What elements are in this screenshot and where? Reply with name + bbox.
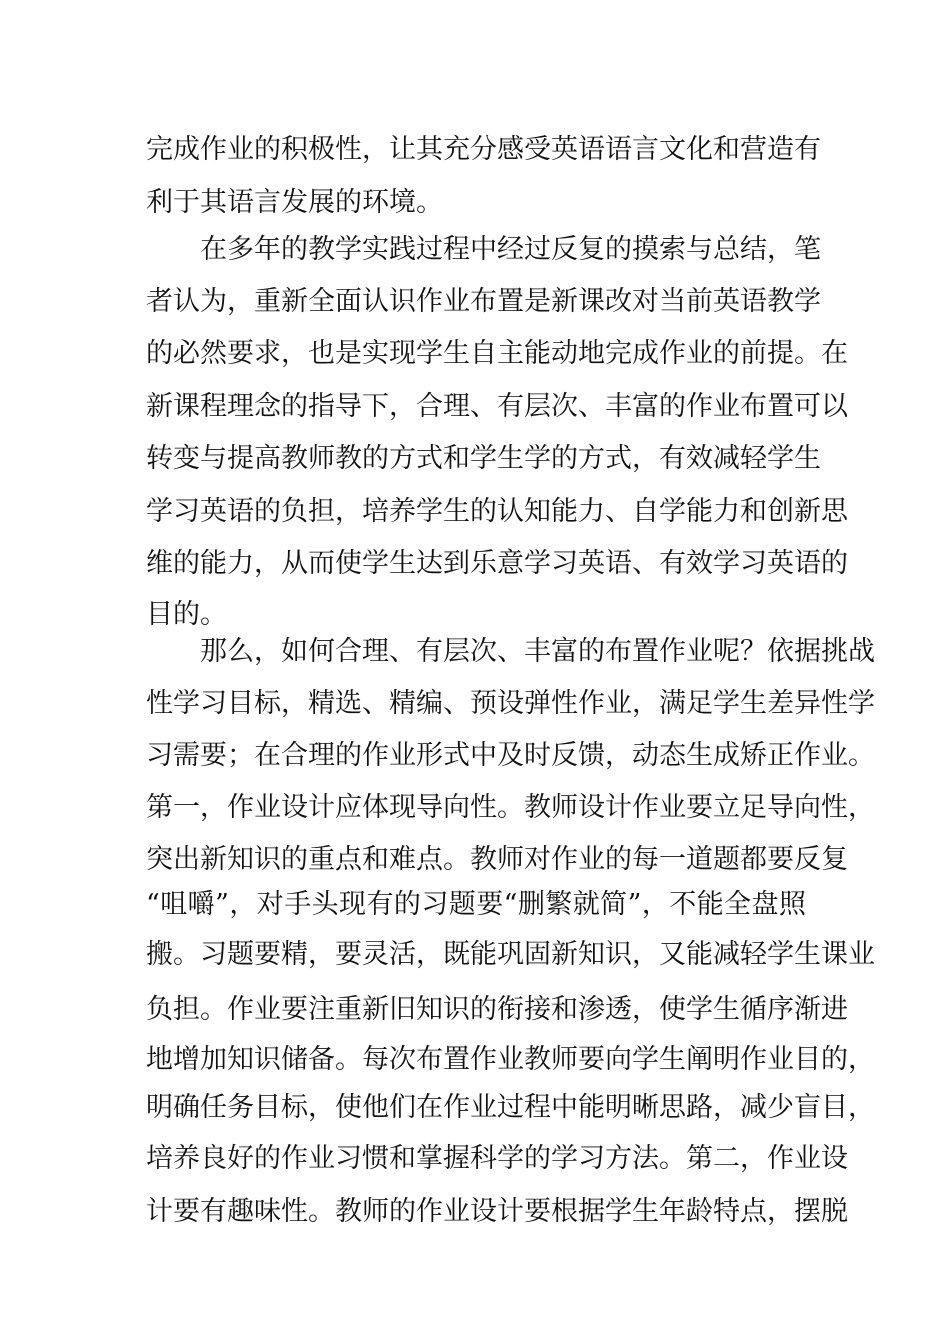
text-line: “咀嚼”，对手头现有的习题要“删繁就简”，不能全盘照 (146, 889, 806, 920)
text-line: 目的。 (146, 599, 227, 630)
text-line: 习需要；在合理的作业形式中及时反馈，动态生成矫正作业。 (146, 740, 875, 771)
text-line: 明确任务目标，使他们在作业过程中能明晰思路，减少盲目， (146, 1092, 875, 1123)
text-line: 负担。作业要注重新旧知识的衔接和渗透，使学生循序渐进 (146, 994, 848, 1025)
text-line: 者认为，重新全面认识作业布置是新课改对当前英语教学 (146, 286, 821, 317)
text-line: 在多年的教学实践过程中经过反复的摸索与总结，笔 (200, 234, 821, 265)
text-line: 利于其语言发展的环境。 (146, 187, 443, 218)
text-line: 转变与提高教师教的方式和学生学的方式，有效减轻学生 (146, 443, 821, 474)
text-line: 性学习目标，精选、精编、预设弹性作业，满足学生差异性学 (146, 688, 875, 719)
text-line: 第一，作业设计应体现导向性。教师设计作业要立足导向性， (146, 792, 875, 823)
text-line: 完成作业的积极性，让其充分感受英语语言文化和营造有 (146, 134, 821, 165)
text-line: 学习英语的负担，培养学生的认知能力、自学能力和创新思 (146, 496, 848, 527)
text-line: 搬。习题要精，要灵活，既能巩固新知识，又能减轻学生课业 (146, 939, 875, 970)
text-line: 那么，如何合理、有层次、丰富的布置作业呢？依据挑战 (200, 636, 875, 667)
text-line: 新课程理念的指导下，合理、有层次、丰富的作业布置可以 (146, 391, 848, 422)
text-line: 培养良好的作业习惯和掌握科学的学习方法。第二，作业设 (146, 1143, 848, 1174)
text-line: 突出新知识的重点和难点。教师对作业的每一道题都要反复 (146, 844, 848, 875)
text-line: 计要有趣味性。教师的作业设计要根据学生年龄特点，摆脱 (146, 1196, 848, 1227)
text-line: 地增加知识储备。每次布置作业教师要向学生阐明作业目的， (146, 1044, 875, 1075)
text-line: 维的能力，从而使学生达到乐意学习英语、有效学习英语的 (146, 548, 848, 579)
text-line: 的必然要求，也是实现学生自主能动地完成作业的前提。在 (146, 338, 848, 369)
